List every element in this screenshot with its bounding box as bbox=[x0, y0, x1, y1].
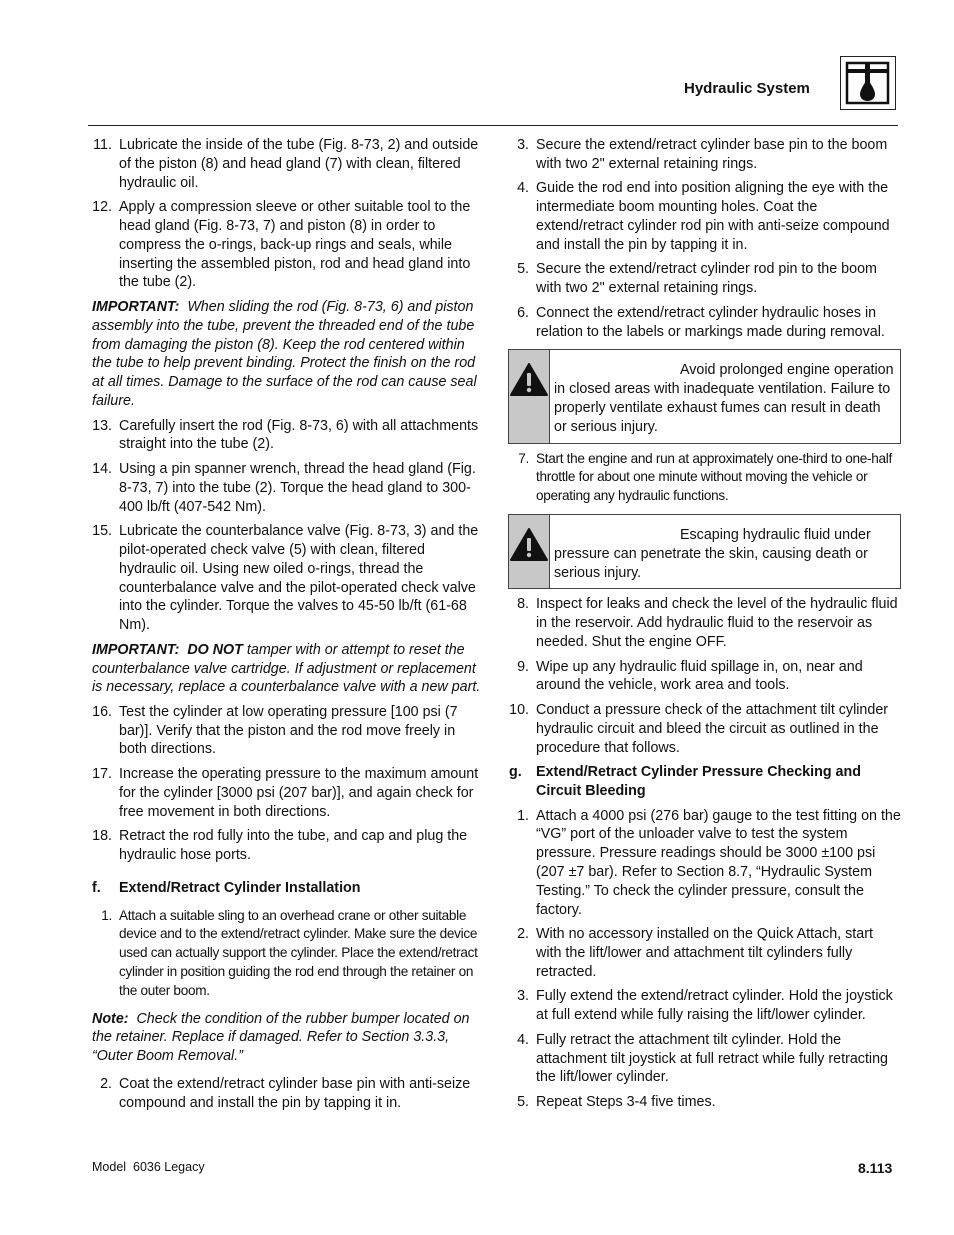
footer-model: Model 6036 Legacy bbox=[92, 1160, 205, 1174]
pressure-step-2: 2. With no accessory installed on the Quick Attach, start with the lift/lower and attachment tilt cylinders fully retracted. bbox=[517, 926, 873, 980]
pressure-step-3: 3. Fully extend the extend/retract cylinder. Hold the joystick at full extend while fully raising the lift/lower cylinder. bbox=[517, 988, 893, 1024]
installation-step-6: 6. Connect the extend/retract cylinder hydraulic hoses in relation to the labels or markings made during removal. bbox=[517, 304, 885, 340]
left-column bbox=[92, 136, 482, 1118]
installation-step-2: 2. Coat the extend/retract cylinder base pin with anti-seize compound and install the pin by tapping it in. bbox=[100, 1076, 471, 1111]
pressure-step-1: 1. Attach a 4000 psi (276 bar) gauge to the test fitting on the “VG” port of the unloader valve to test the system pressure. Pressure readings should be 3000 ±100 psi (207 ±7 bar). Refer to Section 8.7, “Hydraulic System Testing.” To check the cylinder pressure, consult the factory. bbox=[517, 807, 901, 918]
step-14: 14. Using a pin spanner wrench, thread the head gland (Fig. 8-73, 7) into the tube (2). Torque the head gland to 300-400 lb/ft (407-542 Nm). bbox=[92, 460, 476, 515]
step-12: 12. Apply a compression sleeve or other suitable tool to the head gland (Fig. 8-73, 7) and piston (8) in order to compress the o-rings, back-up rings and seals, while inserting the assembled piston, rod and head gland into the tube (2). bbox=[92, 199, 471, 291]
warning-icon bbox=[509, 515, 550, 588]
warning-box-engine bbox=[508, 349, 901, 443]
step-18: 18. Retract the rod fully into the tube, and cap and plug the hydraulic hose ports. bbox=[92, 828, 468, 864]
section-header-title: Hydraulic System bbox=[684, 80, 810, 97]
right-column bbox=[509, 136, 901, 1118]
installation-step-8: 8. Inspect for leaks and check the level of the hydraulic fluid in the reservoir. Add hydraulic fluid to the reservoir as needed. Shut the engine OFF. bbox=[517, 596, 898, 650]
installation-step-10: 10. Conduct a pressure check of the attachment tilt cylinder hydraulic circuit and bleed the circuit as outlined in the procedure that follows. bbox=[509, 701, 889, 756]
warning-icon bbox=[509, 350, 550, 442]
header-rule bbox=[88, 125, 898, 126]
warning-box-fluid bbox=[508, 514, 901, 589]
step-16: 16. Test the cylinder at low operating pressure [100 psi (7 bar)]. Verify that the piston and the rod move freely in both directions. bbox=[92, 703, 458, 758]
step-13: 13. Carefully insert the rod (Fig. 8-73, 6) with all attachments straight into the tube (2). bbox=[92, 417, 479, 453]
installation-step-3: 3. Secure the extend/retract cylinder base pin to the boom with two 2" external retaining rings. bbox=[517, 137, 888, 172]
section-f-heading: f. Extend/Retract Cylinder Installation bbox=[92, 879, 361, 896]
page-number: 8.113 bbox=[858, 1160, 893, 1176]
important-note-rod: IMPORTANT: When sliding the rod (Fig. 8-73, 6) and piston assembly into the tube, prevent the threaded end of the tube from damaging the piston (8). Keep the rod centered within the tube to help prevent binding. Protect the finish on the rod at all times. Damage to the surface of the rod can cause seal failure. bbox=[92, 298, 477, 409]
warning-text-engine: Avoid prolonged engine operation in closed areas with inadequate ventilation. Failure to properly ventilate exhaust fumes can result in death or serious injury. bbox=[554, 362, 894, 435]
installation-step-4: 4. Guide the rod end into position aligning the eye with the intermediate boom mounting holes. Coat the extend/retract cylinder rod pin with anti-seize compound and install the pin by tapping it in. bbox=[517, 180, 890, 253]
pressure-step-5: 5. Repeat Steps 3-4 five times. bbox=[517, 1094, 716, 1111]
important-note-valve: IMPORTANT: DO NOT tamper with or attempt to reset the counterbalance valve cartridge. If adjustment or replacement is necessary, replace a counterbalance valve with a new part. bbox=[92, 641, 481, 696]
section-g-heading: g. Extend/Retract Cylinder Pressure Checking and Circuit Bleeding bbox=[509, 764, 861, 799]
step-15: 15. Lubricate the counterbalance valve (Fig. 8-73, 3) and the pilot-operated check valve (5) with clean, filtered hydraulic oil. Using new oiled o-rings, thread the counterbalance valve and the pilot-operated check valve into the cylinder. Torque the valves to 45-50 lb/ft (61-68 Nm). bbox=[92, 523, 479, 634]
step-11: 11. Lubricate the inside of the tube (Fig. 8-73, 2) and outside of the piston (8) and head gland (7) with clean, filtered hydraulic oil. bbox=[93, 137, 479, 191]
installation-step-1: 1. Attach a suitable sling to an overhead crane or other suitable device and to the extend/retract cylinder. Make sure the device used can actually support the cylinder. Place the extend/retract cylinder in position guiding the rod end through the retainer on the outer boom. bbox=[101, 907, 478, 998]
installation-step-7: 7. Start the engine and run at approximately one-third to one-half throttle for about one minute without moving the vehicle or operating any hydraulic functions. bbox=[518, 450, 892, 504]
pressure-step-4: 4. Fully retract the attachment tilt cylinder. Hold the attachment tilt joystick at full retract while fully retracting the lift/lower cylinder. bbox=[517, 1031, 888, 1086]
hydraulic-system-icon bbox=[840, 56, 896, 110]
step-17: 17. Increase the operating pressure to the maximum amount for the cylinder [3000 psi (207 bar)], and again check for free movement in both directions. bbox=[92, 766, 479, 820]
note-rubber-bumper: Note: Check the condition of the rubber bumper located on the retainer. Replace if damaged. Refer to Section 3.3.3, “Outer Boom Removal.” bbox=[92, 1010, 470, 1065]
warning-text-fluid: Escaping hydraulic fluid under pressure can penetrate the skin, causing death or serious injury. bbox=[554, 526, 871, 581]
installation-step-5: 5. Secure the extend/retract cylinder rod pin to the boom with two 2" external retaining rings. bbox=[517, 261, 877, 297]
installation-step-9: 9. Wipe up any hydraulic fluid spillage in, on, near and around the vehicle, work area and tools. bbox=[517, 658, 863, 694]
